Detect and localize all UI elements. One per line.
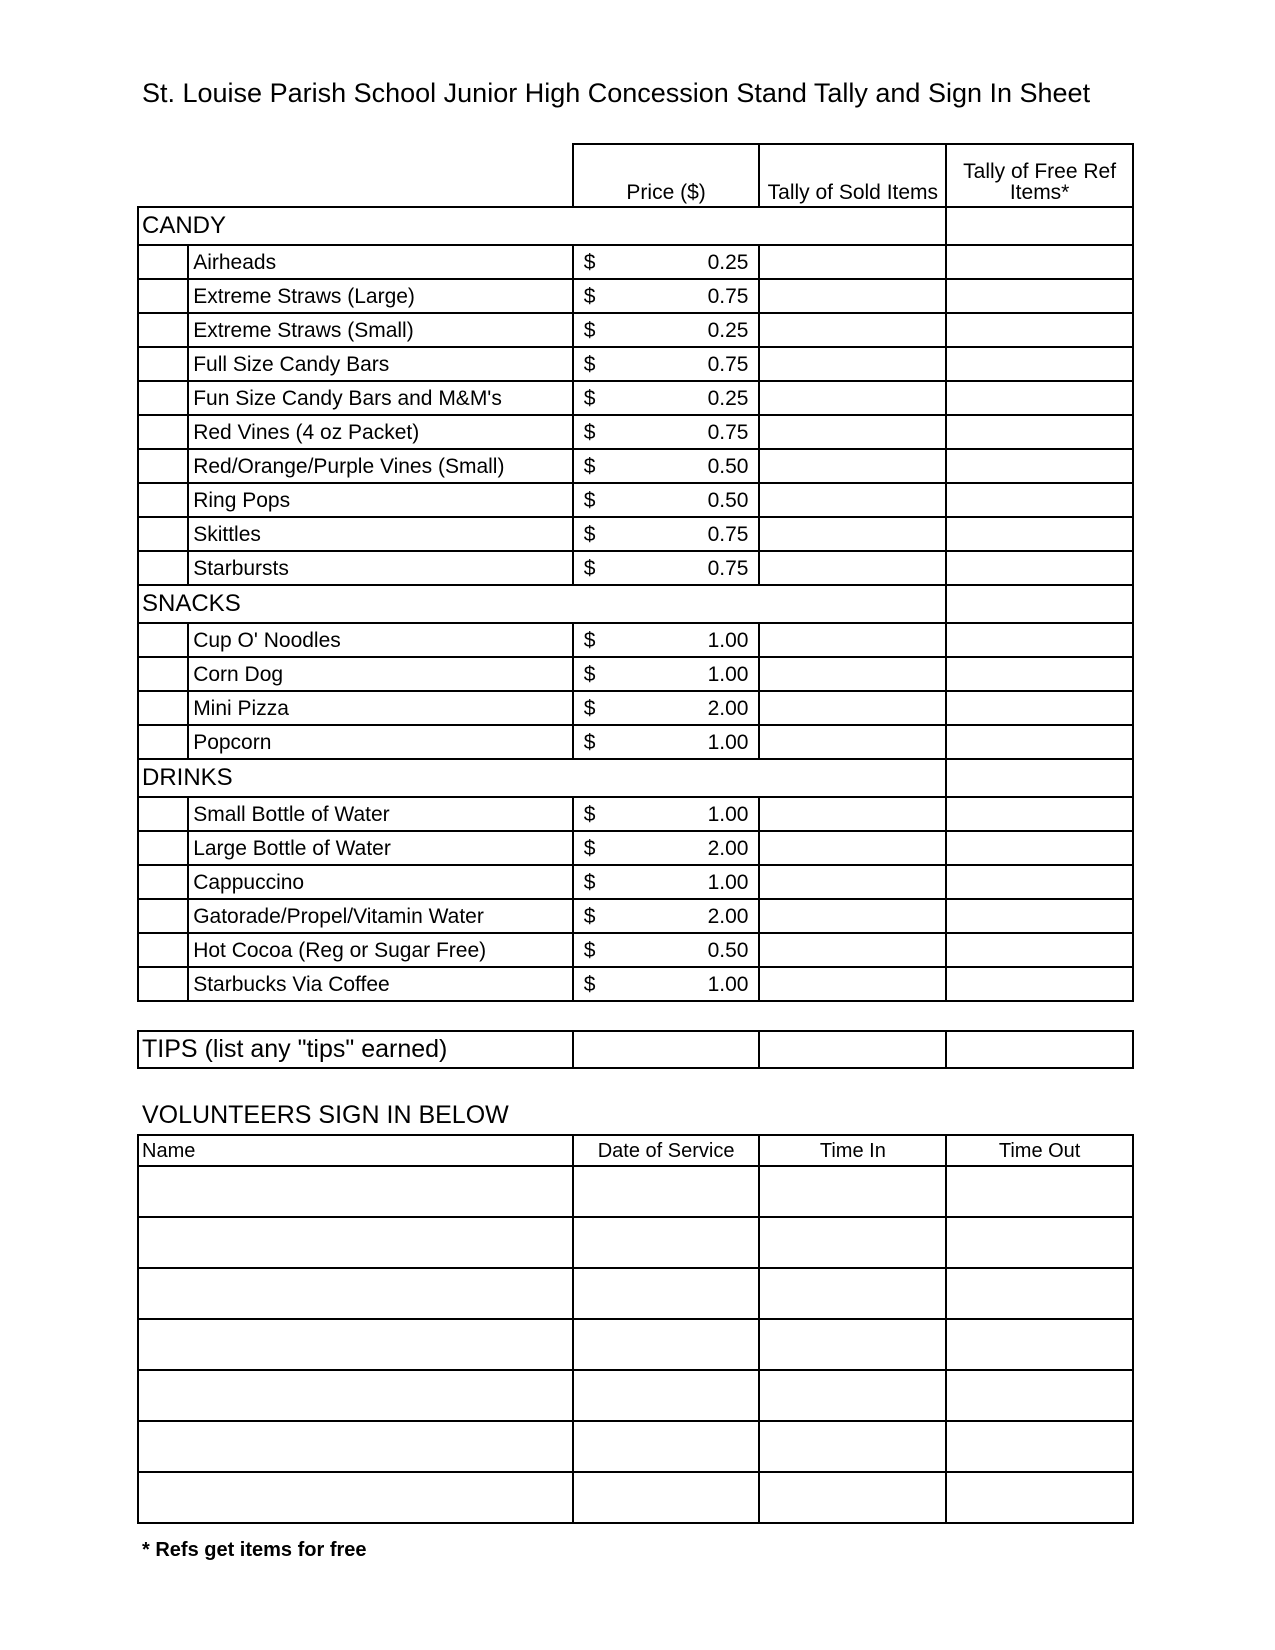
tips-row [138, 1031, 1133, 1068]
item-row [138, 245, 1133, 279]
free-ref-tally-cell[interactable] [946, 381, 1133, 415]
volunteer-time-out-cell[interactable] [946, 1370, 1133, 1421]
footnote: * Refs get items for free [142, 1539, 367, 1561]
item-row [138, 725, 1133, 759]
free-ref-tally-cell[interactable] [946, 517, 1133, 551]
sold-tally-cell[interactable] [759, 797, 946, 831]
volunteer-time-in-cell[interactable] [759, 1370, 946, 1421]
volunteer-name-cell[interactable] [138, 1319, 573, 1370]
price-value: 0.25 [707, 386, 749, 410]
free-ref-tally-cell[interactable] [946, 245, 1133, 279]
section-free-cell [946, 207, 1133, 245]
price-value: 0.75 [707, 420, 749, 444]
volunteer-time-in-cell[interactable] [759, 1472, 946, 1523]
volunteer-row [138, 1472, 1133, 1523]
item-name: Red Vines (4 oz Packet) [188, 415, 573, 449]
price-value: 1.00 [707, 662, 749, 686]
concession-tally-table [137, 143, 1134, 1002]
free-ref-tally-cell[interactable] [946, 967, 1133, 1001]
volunteer-name-cell[interactable] [138, 1268, 573, 1319]
item-price [573, 623, 760, 657]
free-ref-tally-cell[interactable] [946, 551, 1133, 585]
item-name: Starbucks Via Coffee [188, 967, 573, 1001]
sold-tally-cell[interactable] [759, 967, 946, 1001]
item-row [138, 551, 1133, 585]
free-ref-header-line-2: Items* [1009, 181, 1070, 204]
currency-symbol: $ [583, 284, 596, 308]
item-row [138, 279, 1133, 313]
item-row [138, 933, 1133, 967]
indent-cell [138, 899, 188, 933]
item-price [573, 415, 760, 449]
sold-tally-cell[interactable] [759, 415, 946, 449]
item-row [138, 381, 1133, 415]
item-row [138, 623, 1133, 657]
item-price [573, 313, 760, 347]
volunteer-row [138, 1421, 1133, 1472]
item-price [573, 865, 760, 899]
volunteer-time-in-cell[interactable] [759, 1319, 946, 1370]
item-name: Small Bottle of Water [188, 797, 573, 831]
item-price [573, 279, 760, 313]
volunteer-name-cell[interactable] [138, 1217, 573, 1268]
section-label: SNACKS [138, 585, 946, 623]
sold-tally-cell[interactable] [759, 381, 946, 415]
item-name: Skittles [188, 517, 573, 551]
tips-cell-price[interactable] [573, 1031, 760, 1068]
price-value: 0.50 [707, 488, 749, 512]
volunteer-name-header: Name [138, 1135, 573, 1166]
free-ref-tally-cell[interactable] [946, 797, 1133, 831]
item-name: Airheads [188, 245, 573, 279]
item-price [573, 517, 760, 551]
price-value: 1.00 [707, 628, 749, 652]
currency-symbol: $ [583, 556, 596, 580]
sold-tally-cell[interactable] [759, 933, 946, 967]
free-ref-tally-cell[interactable] [946, 449, 1133, 483]
free-ref-tally-column-header [946, 144, 1133, 207]
volunteer-row [138, 1217, 1133, 1268]
volunteer-time-out-cell[interactable] [946, 1166, 1133, 1217]
section-row-candy [138, 207, 1133, 245]
item-row [138, 483, 1133, 517]
tips-cell-sold[interactable] [759, 1031, 946, 1068]
item-name: Popcorn [188, 725, 573, 759]
indent-cell [138, 657, 188, 691]
item-row [138, 797, 1133, 831]
price-value: 1.00 [707, 972, 749, 996]
item-name: Large Bottle of Water [188, 831, 573, 865]
sold-tally-cell[interactable] [759, 279, 946, 313]
item-name: Full Size Candy Bars [188, 347, 573, 381]
free-ref-tally-cell[interactable] [946, 933, 1133, 967]
item-row [138, 313, 1133, 347]
item-row [138, 657, 1133, 691]
item-price [573, 691, 760, 725]
item-price [573, 797, 760, 831]
tips-cell-free[interactable] [946, 1031, 1133, 1068]
item-price [573, 933, 760, 967]
item-price [573, 725, 760, 759]
volunteer-time-out-cell[interactable] [946, 1421, 1133, 1472]
indent-cell [138, 865, 188, 899]
price-value: 0.50 [707, 454, 749, 478]
item-name: Starbursts [188, 551, 573, 585]
volunteer-time-out-cell[interactable] [946, 1268, 1133, 1319]
price-value: 2.00 [707, 904, 749, 928]
sold-tally-cell[interactable] [759, 865, 946, 899]
free-ref-tally-cell[interactable] [946, 623, 1133, 657]
tips-label: TIPS (list any "tips" earned) [138, 1031, 573, 1068]
free-ref-tally-cell[interactable] [946, 347, 1133, 381]
free-ref-tally-cell[interactable] [946, 691, 1133, 725]
volunteer-date-cell[interactable] [573, 1472, 760, 1523]
item-price [573, 967, 760, 1001]
price-value: 0.75 [707, 556, 749, 580]
free-ref-tally-cell[interactable] [946, 483, 1133, 517]
price-value: 2.00 [707, 696, 749, 720]
tips-table [137, 1030, 1134, 1069]
item-row [138, 865, 1133, 899]
indent-cell [138, 347, 188, 381]
volunteer-time-in-cell[interactable] [759, 1268, 946, 1319]
item-name: Corn Dog [188, 657, 573, 691]
item-row [138, 449, 1133, 483]
volunteer-row [138, 1268, 1133, 1319]
section-row-snacks [138, 585, 1133, 623]
currency-symbol: $ [583, 628, 596, 652]
volunteer-time-in-header: Time In [759, 1135, 946, 1166]
price-value: 1.00 [707, 870, 749, 894]
price-value: 0.75 [707, 352, 749, 376]
currency-symbol: $ [583, 488, 596, 512]
indent-cell [138, 313, 188, 347]
item-name: Cappuccino [188, 865, 573, 899]
item-price [573, 831, 760, 865]
price-value: 0.75 [707, 284, 749, 308]
price-value: 0.25 [707, 318, 749, 342]
item-row [138, 517, 1133, 551]
free-ref-tally-cell[interactable] [946, 831, 1133, 865]
indent-cell [138, 623, 188, 657]
price-value: 1.00 [707, 802, 749, 826]
item-price [573, 551, 760, 585]
indent-cell [138, 967, 188, 1001]
sold-tally-cell[interactable] [759, 449, 946, 483]
free-ref-header-line-1: Tally of Free Ref [963, 160, 1117, 183]
price-value: 0.25 [707, 250, 749, 274]
item-price [573, 483, 760, 517]
volunteer-date-cell[interactable] [573, 1217, 760, 1268]
indent-cell [138, 279, 188, 313]
indent-cell [138, 517, 188, 551]
indent-cell [138, 725, 188, 759]
volunteer-date-cell[interactable] [573, 1421, 760, 1472]
currency-symbol: $ [583, 454, 596, 478]
volunteer-name-cell[interactable] [138, 1472, 573, 1523]
currency-symbol: $ [583, 662, 596, 686]
volunteer-time-in-cell[interactable] [759, 1421, 946, 1472]
item-name: Cup O' Noodles [188, 623, 573, 657]
volunteer-time-out-cell[interactable] [946, 1472, 1133, 1523]
volunteer-time-in-cell[interactable] [759, 1217, 946, 1268]
volunteer-row [138, 1370, 1133, 1421]
item-name: Ring Pops [188, 483, 573, 517]
item-price [573, 381, 760, 415]
item-row [138, 347, 1133, 381]
currency-symbol: $ [583, 870, 596, 894]
item-name: Gatorade/Propel/Vitamin Water [188, 899, 573, 933]
header-blank-cell [138, 144, 573, 207]
item-row [138, 691, 1133, 725]
currency-symbol: $ [583, 730, 596, 754]
item-price [573, 347, 760, 381]
sold-tally-cell[interactable] [759, 313, 946, 347]
page-title: St. Louise Parish School Junior High Concession Stand Tally and Sign In Sheet [142, 78, 1091, 108]
item-price [573, 657, 760, 691]
indent-cell [138, 831, 188, 865]
currency-symbol: $ [583, 386, 596, 410]
currency-symbol: $ [583, 696, 596, 720]
tally-header-row [138, 144, 1133, 207]
currency-symbol: $ [583, 802, 596, 826]
section-label: DRINKS [138, 759, 946, 797]
volunteers-title: VOLUNTEERS SIGN IN BELOW [142, 1101, 509, 1129]
indent-cell [138, 449, 188, 483]
volunteer-time-out-header: Time Out [946, 1135, 1133, 1166]
item-name: Extreme Straws (Small) [188, 313, 573, 347]
volunteer-row [138, 1319, 1133, 1370]
item-name: Fun Size Candy Bars and M&M's [188, 381, 573, 415]
sold-tally-cell[interactable] [759, 517, 946, 551]
indent-cell [138, 483, 188, 517]
currency-symbol: $ [583, 420, 596, 444]
section-row-drinks [138, 759, 1133, 797]
volunteer-row [138, 1166, 1133, 1217]
free-ref-tally-cell[interactable] [946, 313, 1133, 347]
indent-cell [138, 691, 188, 725]
currency-symbol: $ [583, 938, 596, 962]
sold-tally-cell[interactable] [759, 347, 946, 381]
item-name: Mini Pizza [188, 691, 573, 725]
item-name: Red/Orange/Purple Vines (Small) [188, 449, 573, 483]
price-value: 1.00 [707, 730, 749, 754]
sold-tally-cell[interactable] [759, 483, 946, 517]
volunteer-date-cell[interactable] [573, 1268, 760, 1319]
section-free-cell [946, 759, 1133, 797]
volunteer-time-out-cell[interactable] [946, 1217, 1133, 1268]
price-column-header: Price ($) [573, 144, 760, 207]
item-price [573, 899, 760, 933]
volunteer-name-cell[interactable] [138, 1166, 573, 1217]
volunteer-date-header: Date of Service [573, 1135, 760, 1166]
sold-tally-cell[interactable] [759, 623, 946, 657]
item-name: Hot Cocoa (Reg or Sugar Free) [188, 933, 573, 967]
price-value: 0.50 [707, 938, 749, 962]
item-row [138, 415, 1133, 449]
currency-symbol: $ [583, 318, 596, 342]
indent-cell [138, 933, 188, 967]
currency-symbol: $ [583, 522, 596, 546]
item-price [573, 449, 760, 483]
volunteer-time-out-cell[interactable] [946, 1319, 1133, 1370]
free-ref-tally-cell[interactable] [946, 657, 1133, 691]
indent-cell [138, 415, 188, 449]
volunteer-date-cell[interactable] [573, 1370, 760, 1421]
indent-cell [138, 551, 188, 585]
currency-symbol: $ [583, 836, 596, 860]
free-ref-tally-cell[interactable] [946, 279, 1133, 313]
price-value: 2.00 [707, 836, 749, 860]
free-ref-tally-cell[interactable] [946, 725, 1133, 759]
item-row [138, 967, 1133, 1001]
free-ref-tally-cell[interactable] [946, 865, 1133, 899]
item-name: Extreme Straws (Large) [188, 279, 573, 313]
section-free-cell [946, 585, 1133, 623]
volunteer-header-row [138, 1135, 1133, 1166]
section-label: CANDY [138, 207, 946, 245]
volunteer-sign-in-table [137, 1134, 1134, 1524]
sold-tally-cell[interactable] [759, 899, 946, 933]
sold-tally-cell[interactable] [759, 245, 946, 279]
volunteer-name-cell[interactable] [138, 1421, 573, 1472]
sold-tally-cell[interactable] [759, 691, 946, 725]
sold-tally-cell[interactable] [759, 657, 946, 691]
volunteer-date-cell[interactable] [573, 1166, 760, 1217]
currency-symbol: $ [583, 352, 596, 376]
indent-cell [138, 797, 188, 831]
volunteer-date-cell[interactable] [573, 1319, 760, 1370]
indent-cell [138, 245, 188, 279]
volunteer-name-cell[interactable] [138, 1370, 573, 1421]
sold-tally-cell[interactable] [759, 725, 946, 759]
free-ref-tally-cell[interactable] [946, 899, 1133, 933]
item-row [138, 831, 1133, 865]
volunteer-time-in-cell[interactable] [759, 1166, 946, 1217]
free-ref-tally-cell[interactable] [946, 415, 1133, 449]
indent-cell [138, 381, 188, 415]
sold-tally-cell[interactable] [759, 551, 946, 585]
item-row [138, 899, 1133, 933]
currency-symbol: $ [583, 250, 596, 274]
currency-symbol: $ [583, 972, 596, 996]
sold-tally-cell[interactable] [759, 831, 946, 865]
currency-symbol: $ [583, 904, 596, 928]
item-price [573, 245, 760, 279]
sold-tally-column-header: Tally of Sold Items [759, 144, 946, 207]
price-value: 0.75 [707, 522, 749, 546]
